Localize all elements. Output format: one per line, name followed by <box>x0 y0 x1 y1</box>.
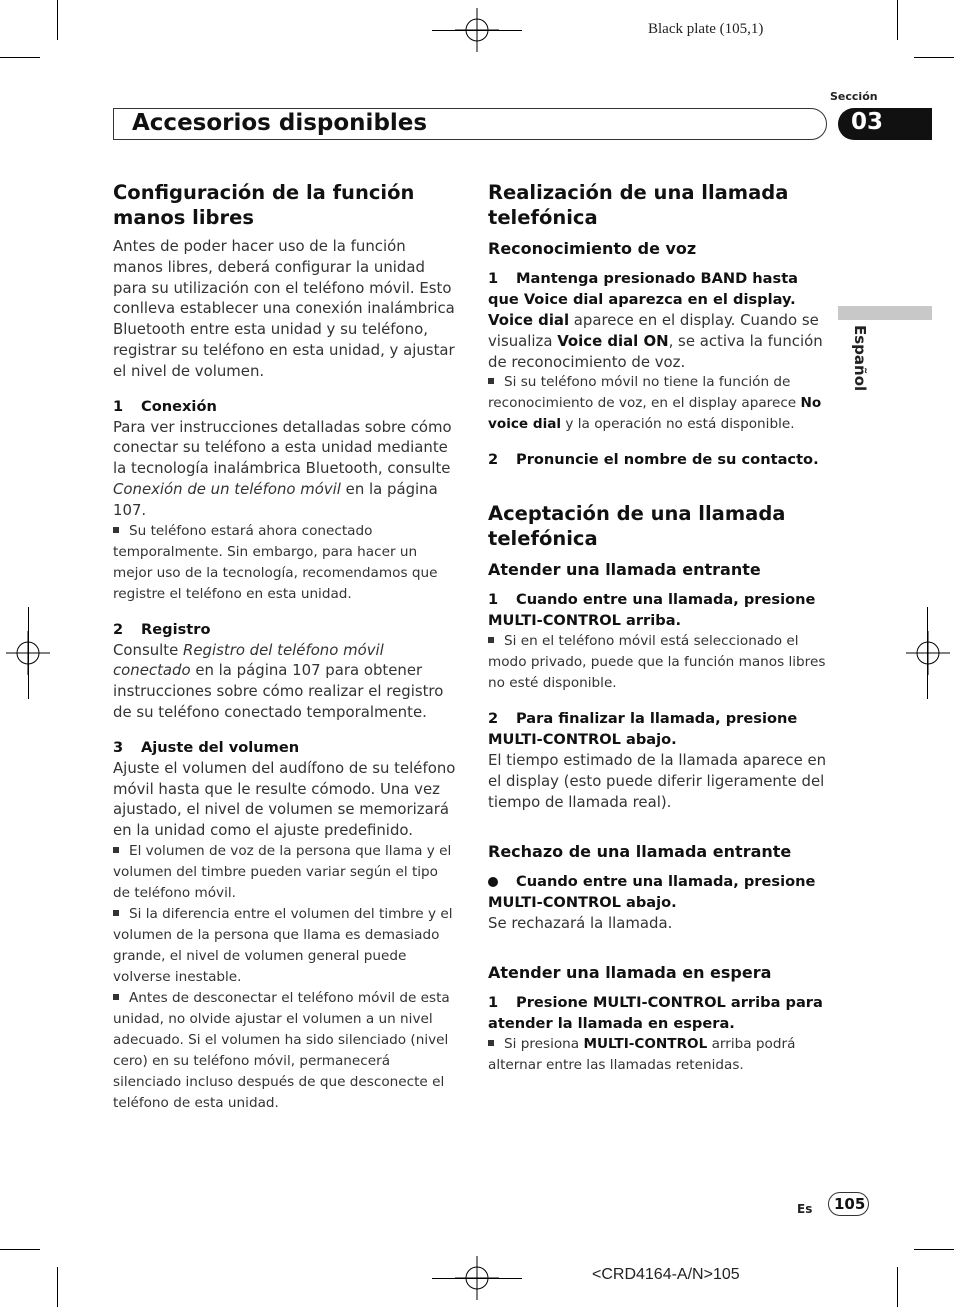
registration-mark-icon <box>906 631 950 675</box>
step-heading: 1 Mantenga presionado BAND hasta que Voice dial aparezca en el display. <box>488 270 799 308</box>
crop-mark <box>28 607 29 699</box>
language-code: Es <box>797 1202 813 1216</box>
crop-mark <box>57 1267 58 1307</box>
step-body: Se rechazará la llamada. <box>488 913 673 932</box>
subsection-heading: Rechazo de una llamada entrante <box>488 841 792 861</box>
language-tab-label: Español <box>851 325 869 392</box>
subsection-heading: Atender una llamada en espera <box>488 962 772 982</box>
crop-mark <box>897 0 898 40</box>
step-heading: Cuando entre una llamada, presione MULTI-CONTROL abajo. <box>488 872 816 911</box>
crop-mark <box>914 1249 954 1250</box>
subsection-heading: Atender una llamada entrante <box>488 560 761 580</box>
crop-mark <box>0 1249 40 1250</box>
step-heading: 1 Conexión <box>113 397 217 415</box>
bullet-icon <box>488 637 494 643</box>
crop-mark <box>927 607 928 699</box>
section-number: 03 <box>851 109 884 135</box>
crop-mark <box>897 1267 898 1307</box>
left-column <box>113 180 458 1114</box>
bullet-icon <box>113 847 119 853</box>
language-tab-bar <box>838 306 932 320</box>
bullet-icon <box>113 994 119 1000</box>
crop-mark <box>57 0 58 40</box>
note-item: Su teléfono estará ahora conectado temporalmente. Sin embargo, para hacer un mejor uso de la tecnología, recomendamos que registre el teléfono en esta unidad. <box>113 522 438 602</box>
subsection-heading: Reconocimiento de voz <box>488 239 697 258</box>
cross-reference: Conexión de un teléfono móvil <box>113 479 341 498</box>
crop-mark <box>914 57 954 58</box>
bullet-icon <box>488 378 494 384</box>
note-item: Si en el teléfono móvil está seleccionado el modo privado, puede que la función manos libres no esté disponible. <box>488 633 826 692</box>
step-body: Para ver instrucciones detalladas sobre cómo conectar su teléfono a esta unidad mediante la tecnología inalámbrica Bluetooth, consulte Conexión de un teléfono móvil en la página 107. <box>113 417 452 519</box>
chapter-title: Accesorios disponibles <box>132 110 428 136</box>
step-heading: 1 Presione MULTI-CONTROL arriba para atender la llamada en espera. <box>488 993 823 1032</box>
chapter-header <box>113 108 827 140</box>
crop-mark <box>432 30 522 31</box>
page-number-badge <box>828 1192 869 1216</box>
step-heading: 3 Ajuste del volumen <box>113 738 300 756</box>
step-body: El tiempo estimado de la llamada aparece en el display (esto puede diferir ligeramente del tiempo de llamada real). <box>488 751 827 811</box>
section-number-tab <box>838 108 932 140</box>
page-number: 105 <box>834 1195 866 1213</box>
bullet-icon <box>113 910 119 916</box>
note-item: Si presiona MULTI-CONTROL arriba podrá alternar entre las llamadas retenidas. <box>488 1035 796 1073</box>
step-heading: 2 Registro <box>113 620 211 638</box>
step-heading: 2 Para finalizar la llamada, presione MULTI-CONTROL abajo. <box>488 710 798 749</box>
step-heading: 1 Cuando entre una llamada, presione MULTI-CONTROL arriba. <box>488 591 816 630</box>
crop-mark <box>0 57 40 58</box>
note-item: Si la diferencia entre el volumen del timbre y el volumen de la persona que llama es demasiado grande, el nivel de volumen general puede volverse inestable. <box>113 905 453 985</box>
step-heading: 2 Pronuncie el nombre de su contacto. <box>488 451 819 469</box>
section-heading: Configuración de la función manos libres <box>113 181 415 229</box>
bullet-icon <box>488 1040 494 1046</box>
bullet-dot-icon <box>488 877 498 887</box>
step-body: Consulte Registro del teléfono móvil conectado en la página 107 para obtener instrucciones sobre cómo realizar el registro de su teléfono conectado temporalmente. <box>113 640 444 721</box>
right-column <box>488 180 833 1076</box>
intro-paragraph: Antes de poder hacer uso de la función manos libres, deberá configurar la unidad para su utilización con el teléfono móvil. Esto conlleva establecer una conexión inalámbrica Bluetooth entre esta unidad y su teléfono, registrar su teléfono en esta unidad, y ajustar el nivel de volumen. <box>113 237 455 380</box>
note-item: Si su teléfono móvil no tiene la función de reconocimiento de voz, en el display aparece No voice dial y la operación no está disponible. <box>488 374 822 433</box>
section-heading: Realización de una llamada telefónica <box>488 181 789 229</box>
note-item: El volumen de voz de la persona que llama y el volumen del timbre pueden variar según el tipo de teléfono móvil. <box>113 842 452 901</box>
bullet-icon <box>113 527 119 533</box>
cross-reference: Registro del teléfono móvil conectado <box>113 640 384 680</box>
crop-mark <box>432 1278 522 1279</box>
document-code: <CRD4164-A/N>105 <box>592 1266 740 1283</box>
section-heading: Aceptación de una llamada telefónica <box>488 502 786 551</box>
plate-label: Black plate (105,1) <box>648 21 764 37</box>
step-body: Voice dial aparece en el display. Cuando se visualiza Voice dial ON, se activa la función de reconocimiento de voz. <box>488 311 823 371</box>
note-item: Antes de desconectar el teléfono móvil de esta unidad, no olvide ajustar el volumen a un nivel adecuado. Si el volumen ha sido silenciado (nivel cero) en su teléfono móvil, permanecerá silenciado incluso después de que desconecte el teléfono de esta unidad. <box>113 989 450 1111</box>
step-body: Ajuste el volumen del audífono de su teléfono móvil hasta que le resulte cómodo. Una vez ajustado, el nivel de volumen se memorizará en la unidad como el ajuste predefinido. <box>113 758 456 840</box>
section-label: Sección <box>830 90 878 103</box>
